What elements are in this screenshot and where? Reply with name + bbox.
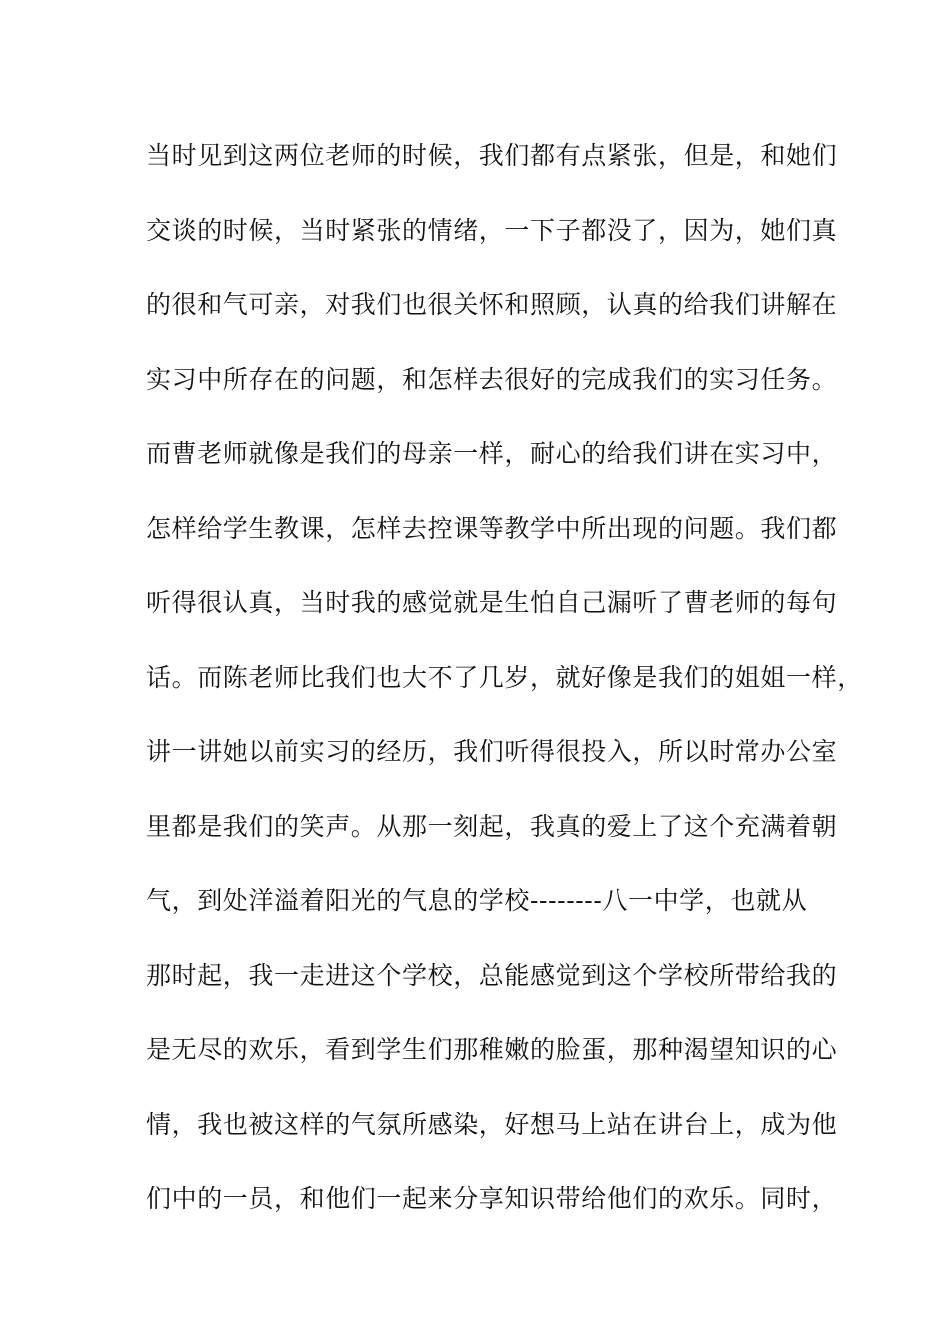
text-line: 那时起，我一走进这个学校，总能感觉到这个学校所带给我的 bbox=[146, 960, 838, 990]
text-line: 实习中所存在的问题，和怎样去很好的完成我们的实习任务。 bbox=[146, 364, 838, 394]
text-line: 的很和气可亲，对我们也很关怀和照顾，认真的给我们讲解在 bbox=[146, 290, 838, 319]
text-line: 话。而陈老师比我们也大不了几岁，就好像是我们的姐姐一样， bbox=[146, 662, 863, 692]
text-line: 听得很认真，当时我的感觉就是生怕自己漏听了曹老师的每句 bbox=[146, 588, 838, 617]
text-line: 们中的一员，和他们一起来分享知识带给他们的欢乐。同时， bbox=[146, 1184, 838, 1213]
text-line: 当时见到这两位老师的时候，我们都有点紧张，但是，和她们 bbox=[146, 141, 838, 170]
body-text bbox=[146, 132, 863, 1250]
text-line: 交谈的时候，当时紧张的情绪，一下子都没了，因为，她们真 bbox=[146, 215, 838, 245]
text-line: 里都是我们的笑声。从那一刻起，我真的爱上了这个充满着朝 bbox=[146, 811, 838, 841]
text-line: 气，到处洋溢着阳光的气息的学校--------八一中学，也就从 bbox=[146, 886, 808, 915]
text-line: 情，我也被这样的气氛所感染，好想马上站在讲台上，成为他 bbox=[146, 1109, 838, 1139]
text-line: 怎样给学生教课，怎样去控课等教学中所出现的问题。我们都 bbox=[146, 513, 838, 543]
text-line: 讲一讲她以前实习的经历，我们听得很投入，所以时常办公室 bbox=[146, 737, 838, 766]
text-line: 而曹老师就像是我们的母亲一样，耐心的给我们讲在实习中， bbox=[146, 439, 838, 468]
text-line: 是无尽的欢乐，看到学生们那稚嫩的脸蛋，那种渴望知识的心 bbox=[146, 1035, 838, 1064]
